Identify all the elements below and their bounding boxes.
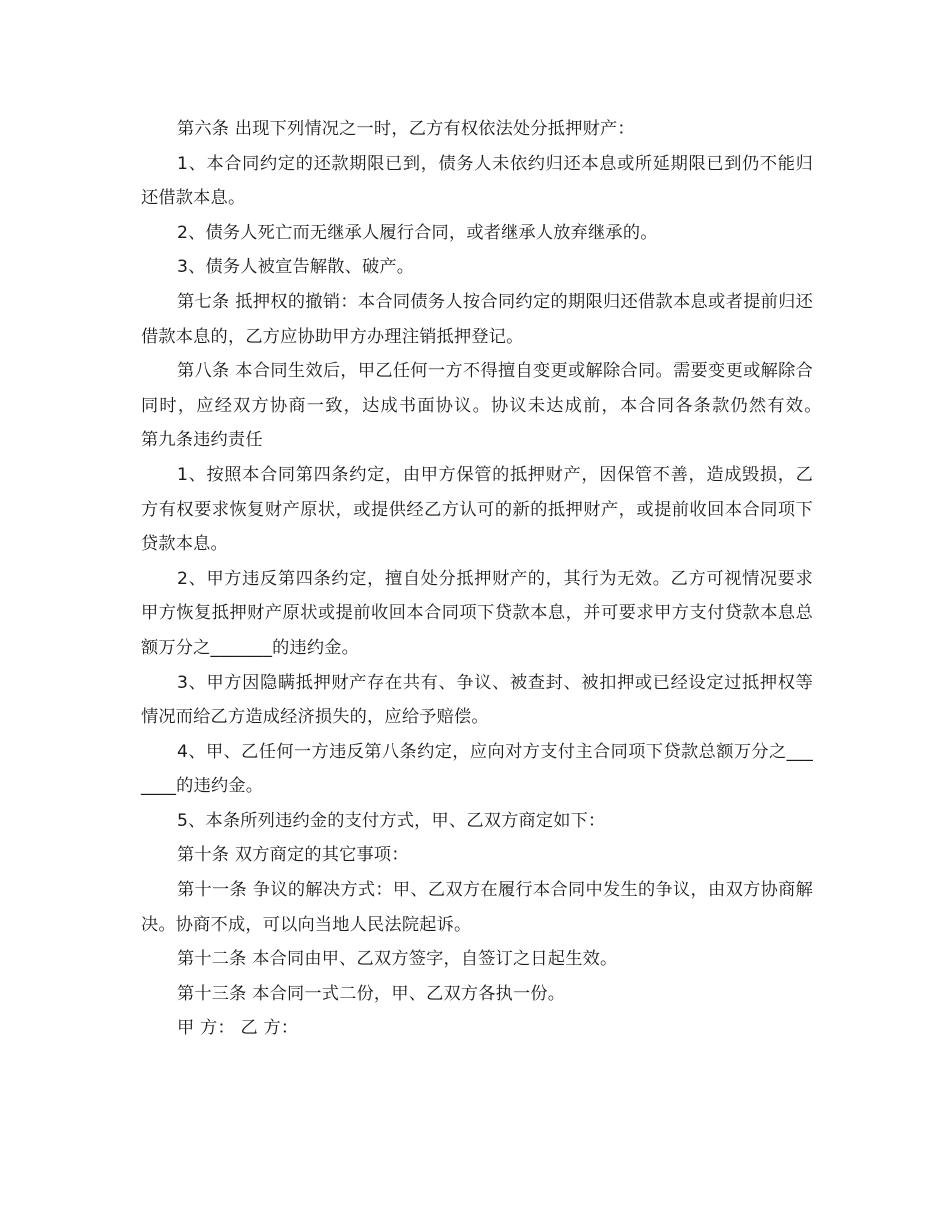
paragraph-article-6: 第六条 出现下列情况之一时，乙方有权依法处分抵押财产： [177, 119, 635, 139]
paragraph-article-6-item-1: 1、本合同约定的还款期限已到，债务人未依约归还本息或所延期限已到仍不能归还借款本息。 [141, 153, 813, 209]
paragraph-article-9-item-3: 3、甲方因隐瞒抵押财产存在共有、争议、被查封、被扣押或已经设定过抵押权等情况而给乙方造成经济损失的，应给予赔偿。 [141, 672, 813, 728]
paragraph-article-7: 第七条 抵押权的撤销：本合同债务人按合同约定的期限归还借款本息或者提前归还借款本息的，乙方应协助甲方办理注销抵押登记。 [141, 291, 813, 347]
paragraph-article-9-item-4: 4、甲、乙任何一方违反第八条约定，应向对方支付主合同项下贷款总额万分之_______的违约金。 [141, 741, 813, 797]
paragraph-article-6-item-3: 3、债务人被宣告解散、破产。 [177, 257, 415, 278]
paragraph-article-6-item-2: 2、债务人死亡而无继承人履行合同，或者继承人放弃继承的。 [177, 222, 658, 243]
paragraph-article-10: 第十条 双方商定的其它事项： [177, 845, 409, 866]
paragraph-article-12: 第十二条 本合同由甲、乙双方签字，自签订之日起生效。 [177, 949, 618, 970]
paragraph-article-8: 第八条 本合同生效后，甲乙任何一方不得擅自变更或解除合同。需要变更或解除合同时，应经双方协商一致，达成书面协议。协议未达成前，本合同各条款仍然有效。 第九条违约责任 [141, 361, 837, 451]
paragraph-article-9-item-5: 5、本条所列违约金的支付方式，甲、乙双方商定如下： [177, 810, 606, 831]
paragraph-article-13: 第十三条 本合同一式二份，甲、乙双方各执一份。 [177, 983, 566, 1004]
paragraph-article-9-item-1: 1、按照本合同第四条约定，由甲方保管的抵押财产，因保管不善，造成毁损，乙方有权要求恢复财产原状，或提供经乙方认可的新的抵押财产，或提前收回本合同项下贷款本息。 [141, 464, 813, 555]
paragraph-article-9-item-2: 2、甲方违反第四条约定，擅自处分抵押财产的，其行为无效。乙方可视情况要求甲方恢复抵押财产原状或提前收回本合同项下贷款本息，并可要求甲方支付贷款本息总额万分之_______的违约金。 [141, 568, 813, 658]
signature-line: 甲 方： 乙 方： [177, 1018, 299, 1039]
document-body [141, 112, 837, 1046]
paragraph-article-11: 第十一条 争议的解决方式：甲、乙双方在履行本合同中发生的争议，由双方协商解决。协商不成，可以向当地人民法院起诉。 [141, 880, 813, 935]
